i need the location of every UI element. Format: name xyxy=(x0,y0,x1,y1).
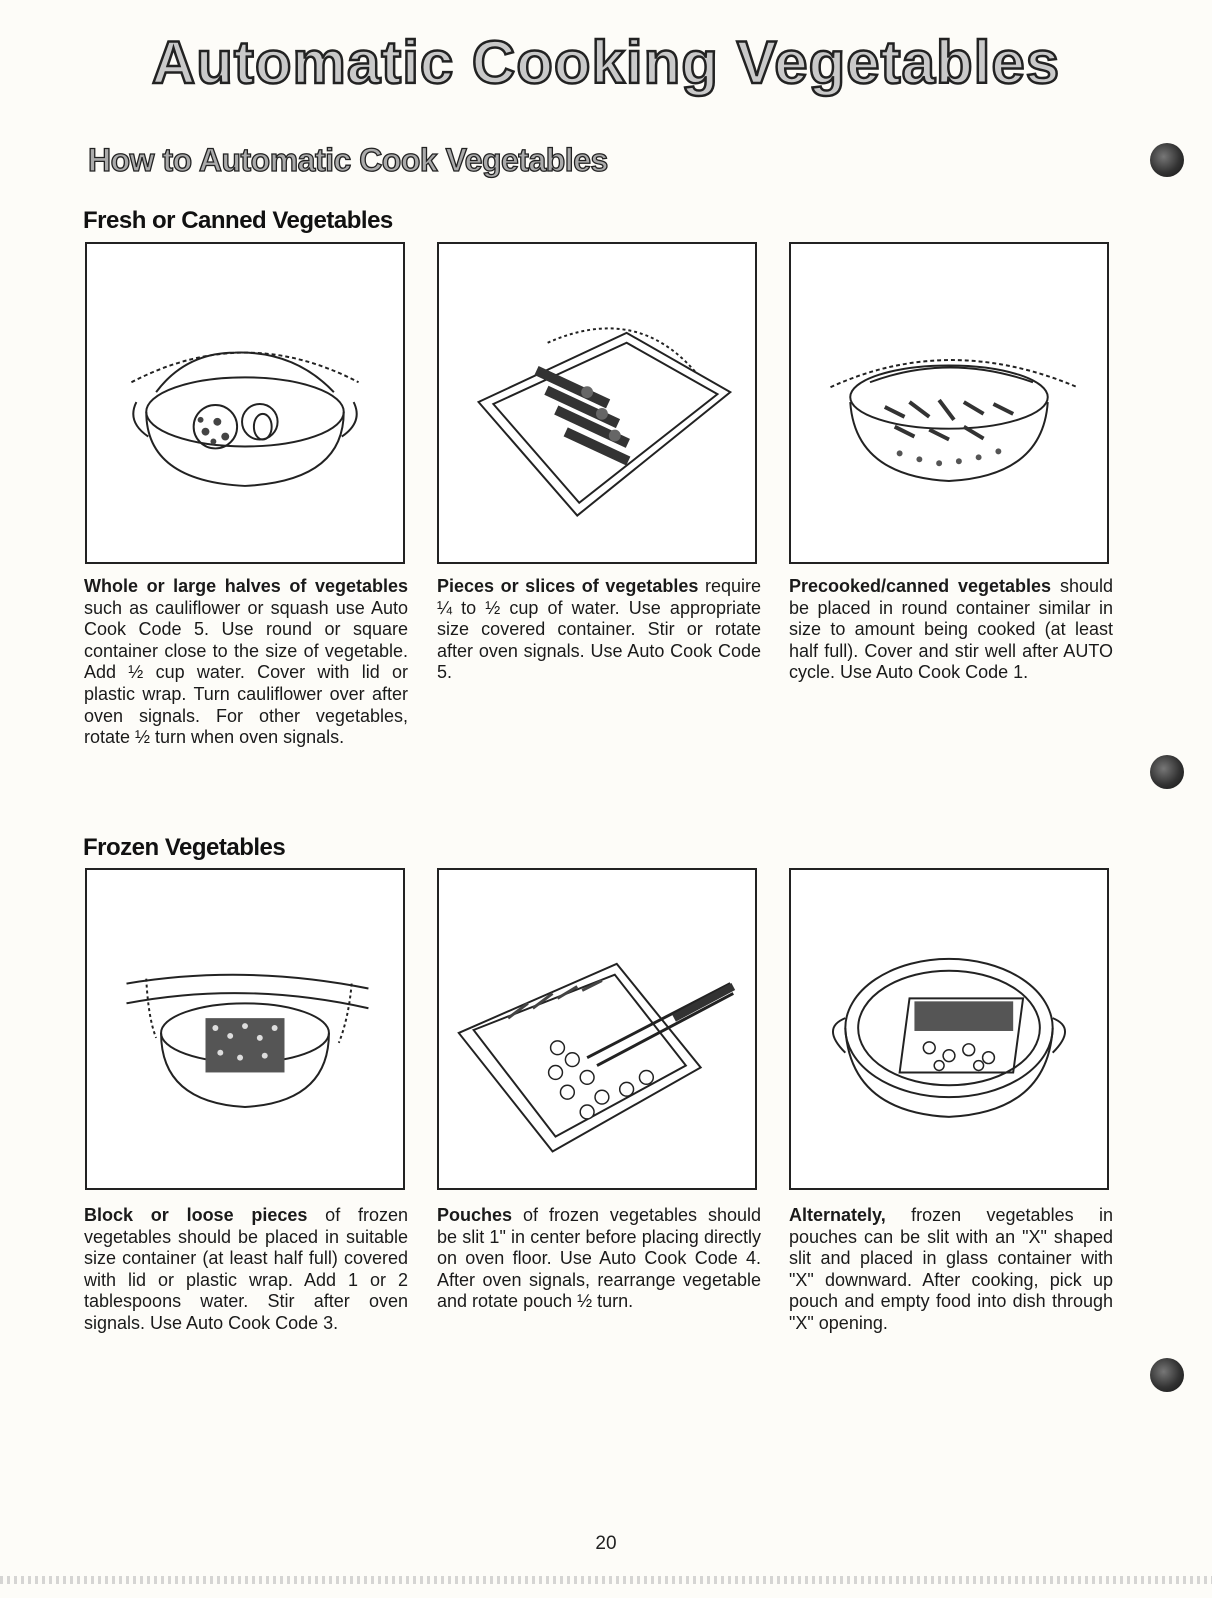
covered-bowl-icon xyxy=(791,244,1107,562)
instruction-pieces-slices xyxy=(437,576,761,684)
illustration-frame xyxy=(85,868,405,1190)
section-heading-fresh: Fresh or Canned Vegetables xyxy=(83,207,393,234)
caption-lead: Pieces or slices of vegetables xyxy=(437,576,699,596)
caption-lead: Precooked/canned vegetables xyxy=(789,576,1052,596)
caption-body: of frozen vegetables should be placed in suitable size container (at least half full) covered with lid or plastic wrap. Add 1 or 2 tablespoons water. Stir after oven signals. Use Auto Cook Code 3. xyxy=(84,1205,408,1333)
page-subtitle: How to Automatic Cook Vegetables xyxy=(88,142,608,178)
pouch-knife-icon xyxy=(439,870,755,1188)
instruction-block-loose xyxy=(84,1205,408,1335)
section-heading-frozen: Frozen Vegetables xyxy=(83,834,286,861)
caption-body: should be placed in round container similar in size to amount being cooked (at least half full). Cover and stir well after AUTO cycle. Use Auto Cook Code 1. xyxy=(789,576,1113,683)
instruction-alternately xyxy=(789,1205,1113,1335)
covered-bowl-icon xyxy=(87,244,403,562)
binder-hole-icon xyxy=(1150,755,1184,789)
instruction-pouches xyxy=(437,1205,761,1313)
caption-body: frozen vegetables in pouches can be slit with an "X" shaped slit and placed in glass container with "X" downward. After cooking, pick up pouch and empty food into dish through "X" opening. xyxy=(789,1205,1113,1333)
caption-lead: Block or loose pieces xyxy=(84,1205,308,1225)
caption-body: of frozen vegetables should be slit 1" in center before placing directly on oven floor. Use Auto Cook Code 4. After oven signals, rearrange vegetable and rotate pouch ½ turn. xyxy=(437,1205,761,1312)
instruction-precooked-canned xyxy=(789,576,1113,684)
caption-lead: Pouches xyxy=(437,1205,513,1225)
binder-hole-icon xyxy=(1150,1358,1184,1392)
binder-hole-icon xyxy=(1150,143,1184,177)
page-title: Automatic Cooking Vegetables xyxy=(151,29,1061,96)
caption-lead: Whole or large halves of vegetables xyxy=(84,576,408,596)
illustration-frame xyxy=(437,242,757,564)
glass-bowl-pouch-icon xyxy=(791,870,1107,1188)
illustration-frame xyxy=(789,242,1109,564)
caption-body: such as cauliflower or squash use Auto Cook Code 5. Use round or square container close to the size of vegetable. Add ½ cup water. Cover with lid or plastic wrap. Turn cauliflower over after oven signals. For other vegetables, rotate ½ turn when oven signals. xyxy=(84,597,408,748)
covered-bowl-icon xyxy=(87,870,403,1188)
instruction-whole-vegetables xyxy=(84,576,408,749)
illustration-frame xyxy=(85,242,405,564)
caption-body: require ¼ to ½ cup of water. Use appropriate size covered container. Stir or rotate after oven signals. Use Auto Cook Code 5. xyxy=(437,576,762,683)
caption-lead: Alternately, xyxy=(789,1205,886,1225)
covered-dish-icon xyxy=(439,244,755,562)
page-number: 20 xyxy=(595,1533,617,1554)
illustration-frame xyxy=(789,868,1109,1190)
scan-edge-divider xyxy=(0,1576,1212,1584)
illustration-frame xyxy=(437,868,757,1190)
